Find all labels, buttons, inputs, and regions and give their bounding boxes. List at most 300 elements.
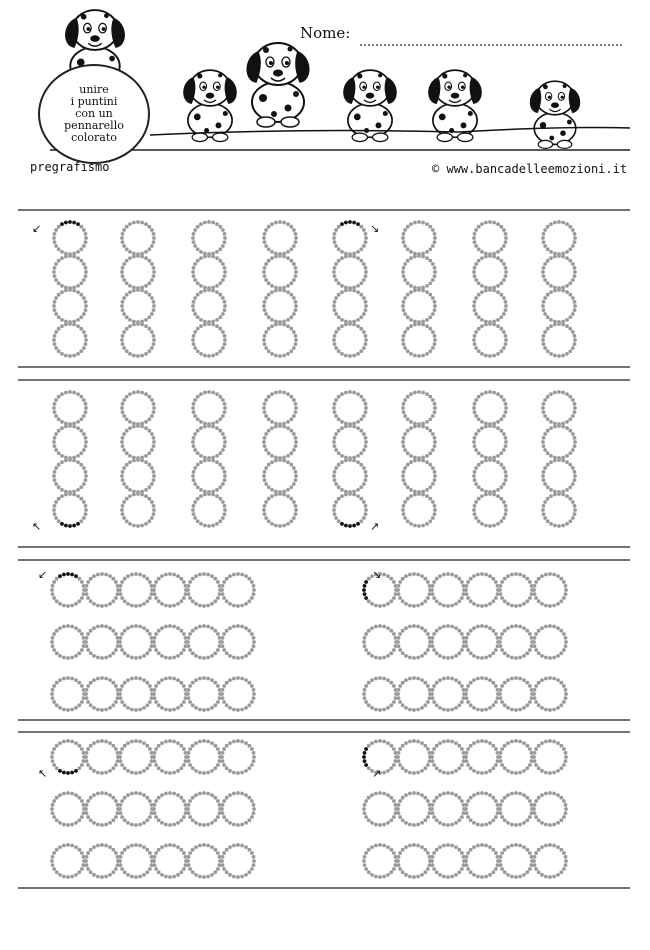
trace-dot <box>192 266 196 270</box>
trace-dot <box>488 354 492 358</box>
trace-dot <box>152 470 156 474</box>
start-dot <box>364 763 368 767</box>
trace-dot <box>270 222 274 226</box>
trace-dot <box>504 342 508 346</box>
trace-dot <box>136 254 140 258</box>
trace-dot <box>565 222 569 226</box>
trace-dot <box>57 293 61 297</box>
trace-dot <box>84 270 88 274</box>
trace-dot <box>80 815 84 819</box>
trace-dot <box>506 678 510 682</box>
trace-dot <box>64 493 68 497</box>
trace-dot <box>62 677 66 681</box>
puppy-spot <box>354 114 361 121</box>
dotted-circle <box>120 288 156 324</box>
trace-dot <box>152 342 156 346</box>
trace-dot <box>557 322 561 326</box>
puppy-spot <box>81 14 87 20</box>
trace-dot <box>389 796 393 800</box>
trace-dot <box>442 573 446 577</box>
trace-dot <box>136 524 140 528</box>
trace-dot <box>270 392 274 396</box>
trace-dot <box>140 221 144 225</box>
trace-dot <box>267 281 271 285</box>
dotted-circle <box>120 322 156 358</box>
trace-dot <box>568 259 572 263</box>
trace-dot <box>484 708 488 712</box>
trace-dot <box>179 703 183 707</box>
trace-dot <box>138 740 142 744</box>
puppy-body <box>252 82 304 122</box>
trace-dot <box>559 870 563 874</box>
trace-dot <box>74 626 78 630</box>
trace-dot <box>334 432 338 436</box>
trace-dot <box>125 519 129 523</box>
trace-dot <box>542 444 546 448</box>
trace-dot <box>196 417 200 421</box>
trace-dot <box>367 599 371 603</box>
puppy-ear <box>296 52 309 82</box>
trace-dot <box>221 811 225 815</box>
dotted-circle <box>396 572 432 608</box>
trace-dot <box>401 270 405 274</box>
trace-dot <box>236 708 240 712</box>
trace-dot <box>132 425 136 429</box>
trace-dot <box>89 681 93 685</box>
trace-dot <box>496 290 500 294</box>
trace-dot <box>403 244 407 248</box>
trace-dot <box>58 845 62 849</box>
trace-dot <box>382 677 386 681</box>
trace-dot <box>72 289 76 293</box>
trace-dot <box>294 470 298 474</box>
trace-dot <box>454 706 458 710</box>
trace-dot <box>247 681 251 685</box>
trace-dot <box>553 323 557 327</box>
trace-dot <box>541 236 545 240</box>
trace-dot <box>66 676 70 680</box>
trace-dot <box>221 636 225 640</box>
puppy-spot <box>560 130 566 136</box>
trace-dot <box>247 703 251 707</box>
trace-dot <box>121 444 125 448</box>
trace-dot <box>144 318 148 322</box>
dotted-circle <box>191 254 227 290</box>
trace-dot <box>244 793 248 797</box>
trace-dot <box>544 573 548 577</box>
trace-dot <box>499 395 503 399</box>
trace-dot <box>76 250 80 254</box>
trace-dot <box>499 315 503 319</box>
trace-dot <box>191 848 195 852</box>
trace-dot <box>120 815 124 819</box>
trace-dot <box>123 577 127 581</box>
trace-dot <box>397 636 401 640</box>
trace-dot <box>359 395 363 399</box>
trace-dot <box>122 262 126 266</box>
trace-dot <box>221 863 225 867</box>
trace-dot <box>334 516 338 520</box>
trace-dot <box>202 739 206 743</box>
trace-dot <box>193 448 197 452</box>
trace-dot <box>54 228 58 232</box>
trace-dot <box>132 524 136 528</box>
trace-dot <box>216 596 220 600</box>
trace-dot <box>499 688 503 692</box>
trace-dot <box>402 232 406 236</box>
trace-dot <box>123 766 127 770</box>
trace-dot <box>294 304 298 308</box>
trace-dot <box>84 342 88 346</box>
trace-dot <box>215 522 219 526</box>
trace-dot <box>549 352 553 356</box>
puppy-pupil <box>376 85 379 88</box>
trace-dot <box>225 599 229 603</box>
trace-dot <box>334 262 338 266</box>
trace-dot <box>223 444 227 448</box>
trace-dot <box>50 807 54 811</box>
trace-dot <box>403 346 407 350</box>
trace-dot <box>125 293 129 297</box>
trace-dot <box>473 240 477 244</box>
trace-dot <box>396 755 400 759</box>
trace-dot <box>221 688 225 692</box>
trace-dot <box>537 848 541 852</box>
trace-dot <box>211 221 215 225</box>
copyright-symbol: © <box>432 162 440 176</box>
trace-dot <box>382 823 386 827</box>
trace-dot <box>221 466 225 470</box>
trace-dot <box>337 293 341 297</box>
trace-dot <box>352 459 356 463</box>
trace-dot <box>220 807 224 811</box>
dotted-circle <box>472 254 508 290</box>
trace-dot <box>446 676 450 680</box>
trace-dot <box>119 803 123 807</box>
trace-dot <box>504 308 508 312</box>
trace-dot <box>450 656 454 660</box>
trace-dot <box>70 792 74 796</box>
trace-dot <box>469 577 473 581</box>
trace-dot <box>172 604 176 608</box>
trace-dot <box>263 232 267 236</box>
trace-dot <box>104 677 108 681</box>
trace-dot <box>543 500 547 504</box>
trace-dot <box>228 821 232 825</box>
dotted-circle <box>498 572 534 608</box>
trace-dot <box>412 572 416 576</box>
trace-dot <box>228 654 232 658</box>
trace-dot <box>152 232 156 236</box>
trace-dot <box>561 493 565 497</box>
trace-dot <box>172 677 176 681</box>
trace-dot <box>386 873 390 877</box>
trace-dot <box>188 700 192 704</box>
trace-dot <box>499 463 503 467</box>
trace-dot <box>114 700 118 704</box>
trace-dot <box>546 247 550 251</box>
trace-dot <box>152 640 156 644</box>
trace-dot <box>160 821 164 825</box>
trace-dot <box>236 624 240 628</box>
trace-dot <box>386 769 390 773</box>
trace-dot <box>541 440 545 444</box>
trace-dot <box>270 284 274 288</box>
trace-dot <box>476 708 480 712</box>
trace-dot <box>89 848 93 852</box>
trace-dot <box>223 266 227 270</box>
trace-dot <box>152 266 156 270</box>
dotted-circle <box>332 492 368 528</box>
trace-dot <box>532 807 536 811</box>
trace-dot <box>132 459 136 463</box>
trace-dot <box>491 744 495 748</box>
trace-dot <box>60 420 64 424</box>
trace-dot <box>289 519 293 523</box>
trace-dot <box>292 296 296 300</box>
trace-dot <box>92 654 96 658</box>
trace-dot <box>499 696 503 700</box>
trace-dot <box>164 875 168 879</box>
trace-dot <box>168 843 172 847</box>
puppy-figure <box>184 70 236 141</box>
trace-dot <box>152 270 156 274</box>
name-write-line[interactable] <box>360 44 622 46</box>
trace-dot <box>53 300 57 304</box>
trace-dot <box>364 504 368 508</box>
trace-dot <box>228 769 232 773</box>
trace-dot <box>292 330 296 334</box>
trace-dot <box>571 330 575 334</box>
trace-dot <box>125 485 129 489</box>
trace-dot <box>573 232 577 236</box>
dotted-circle <box>50 676 86 712</box>
trace-dot <box>122 278 126 282</box>
trace-dot <box>564 640 568 644</box>
trace-dot <box>464 640 468 644</box>
trace-dot <box>428 327 432 331</box>
trace-dot <box>498 692 502 696</box>
trace-dot <box>218 293 222 297</box>
trace-dot <box>164 625 168 629</box>
trace-dot <box>382 708 386 712</box>
puppy-paw <box>557 140 571 148</box>
trace-dot <box>120 799 124 803</box>
trace-dot <box>428 293 432 297</box>
trace-dot <box>442 677 446 681</box>
trace-dot <box>392 648 396 652</box>
trace-dot <box>54 432 58 436</box>
trace-dot <box>433 402 437 406</box>
trace-dot <box>125 417 129 421</box>
trace-dot <box>370 678 374 682</box>
trace-dot <box>392 815 396 819</box>
trace-dot <box>406 417 410 421</box>
dotted-circle <box>152 791 188 827</box>
dotted-circle <box>262 322 298 358</box>
trace-dot <box>502 278 506 282</box>
trace-dot <box>130 708 134 712</box>
trace-dot <box>250 632 254 636</box>
trace-dot <box>55 681 59 685</box>
trace-dot <box>562 596 566 600</box>
trace-dot <box>573 236 577 240</box>
trace-dot <box>64 459 68 463</box>
trace-dot <box>89 703 93 707</box>
trace-dot <box>344 391 348 395</box>
trace-dot <box>532 755 536 759</box>
trace-dot <box>533 584 537 588</box>
trace-dot <box>408 656 412 660</box>
trace-dot <box>126 654 130 658</box>
trace-dot <box>540 873 544 877</box>
trace-dot <box>370 602 374 606</box>
trace-dot <box>348 322 352 326</box>
trace-dot <box>571 500 575 504</box>
trace-dot <box>442 844 446 848</box>
trace-dot <box>442 604 446 608</box>
trace-dot <box>571 466 575 470</box>
trace-dot <box>52 648 56 652</box>
trace-dot <box>120 580 124 584</box>
trace-dot <box>84 588 88 592</box>
trace-dot <box>546 417 550 421</box>
trace-dot <box>537 651 541 655</box>
trace-dot <box>473 308 477 312</box>
trace-dot <box>80 867 84 871</box>
trace-dot <box>409 420 413 424</box>
trace-dot <box>466 596 470 600</box>
trace-dot <box>502 482 506 486</box>
trace-dot <box>466 632 470 636</box>
trace-dot <box>334 346 338 350</box>
trace-dot <box>340 250 344 254</box>
trace-dot <box>192 342 196 346</box>
trace-dot <box>203 221 207 225</box>
trace-dot <box>157 848 161 852</box>
trace-dot <box>153 803 157 807</box>
trace-dot <box>123 703 127 707</box>
trace-dot <box>267 451 271 455</box>
trace-dot <box>289 451 293 455</box>
trace-dot <box>289 315 293 319</box>
trace-dot <box>472 440 476 444</box>
trace-dot <box>132 221 136 225</box>
trace-dot <box>406 497 410 501</box>
trace-dot <box>504 334 508 338</box>
trace-dot <box>543 482 547 486</box>
trace-dot <box>543 516 547 520</box>
dotted-circle <box>532 739 568 775</box>
trace-dot <box>252 759 256 763</box>
trace-dot <box>533 696 537 700</box>
trace-dot <box>496 324 500 328</box>
trace-dot <box>198 823 202 827</box>
trace-dot <box>556 793 560 797</box>
trace-dot <box>132 391 136 395</box>
trace-dot <box>199 222 203 226</box>
trace-dot <box>252 755 256 759</box>
dotted-circle <box>120 492 156 528</box>
trace-dot <box>202 771 206 775</box>
trace-dot <box>148 815 152 819</box>
dotted-circle <box>464 843 500 879</box>
trace-dot <box>480 284 484 288</box>
trace-dot <box>60 318 64 322</box>
trace-dot <box>221 584 225 588</box>
puppy-paw <box>281 117 299 127</box>
trace-dot <box>147 349 151 353</box>
trace-dot <box>480 290 484 294</box>
trace-dot <box>121 334 125 338</box>
trace-dot <box>404 654 408 658</box>
trace-dot <box>215 426 219 430</box>
trace-dot <box>289 281 293 285</box>
trace-dot <box>409 392 413 396</box>
trace-dot <box>500 648 504 652</box>
trace-dot <box>491 651 495 655</box>
trace-dot <box>108 793 112 797</box>
trace-dot <box>564 692 568 696</box>
trace-dot <box>206 771 210 775</box>
trace-dot <box>134 656 138 660</box>
trace-dot <box>199 494 203 498</box>
trace-dot <box>122 448 126 452</box>
trace-dot <box>438 602 442 606</box>
trace-dot <box>203 493 207 497</box>
trace-dot <box>119 688 123 692</box>
trace-dot <box>147 281 151 285</box>
trace-dot <box>247 577 251 581</box>
dotted-circle <box>84 739 120 775</box>
trace-dot <box>573 406 577 410</box>
trace-dot <box>138 771 142 775</box>
trace-dot <box>270 522 274 526</box>
puppy-ear <box>112 19 124 48</box>
trace-dot <box>240 677 244 681</box>
trace-dot <box>58 654 62 658</box>
start-dot <box>66 572 70 576</box>
trace-dot <box>565 256 569 260</box>
trace-dot <box>514 656 518 660</box>
trace-dot <box>502 432 506 436</box>
trace-dot <box>125 315 129 319</box>
trace-dot <box>194 626 198 630</box>
trace-dot <box>196 485 200 489</box>
trace-dot <box>228 678 232 682</box>
trace-dot <box>222 799 226 803</box>
trace-dot <box>533 855 537 859</box>
trace-dot <box>223 436 227 440</box>
trace-dot <box>542 274 546 278</box>
puppy-spot <box>223 111 228 116</box>
trace-dot <box>62 604 66 608</box>
trace-dot <box>60 460 64 464</box>
trace-dot <box>140 391 144 395</box>
trace-dot <box>153 644 157 648</box>
puppy-nose <box>366 93 375 99</box>
trace-dot <box>502 414 506 418</box>
trace-dot <box>123 870 127 874</box>
trace-dot <box>403 448 407 452</box>
trace-dot <box>392 632 396 636</box>
trace-dot <box>367 818 371 822</box>
trace-dot <box>364 440 368 444</box>
trace-dot <box>52 700 56 704</box>
trace-dot <box>504 436 508 440</box>
trace-dot <box>432 867 436 871</box>
trace-dot <box>119 751 123 755</box>
